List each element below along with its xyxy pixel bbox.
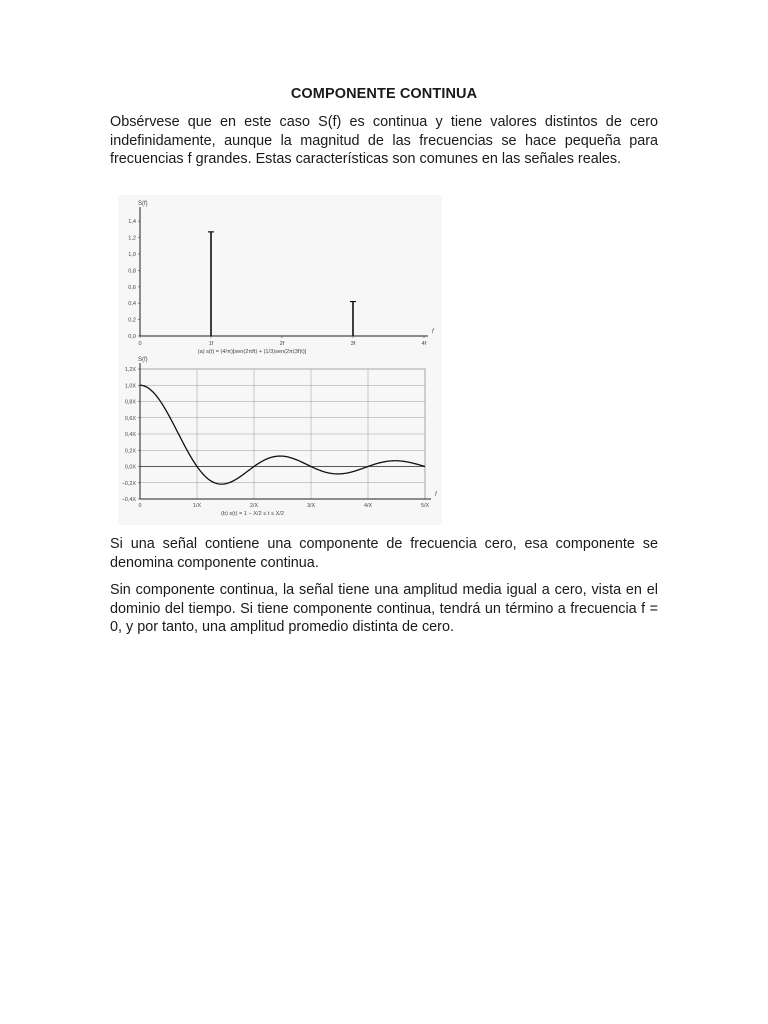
chart-a-y-tick-label: 0,0 <box>128 334 136 340</box>
scan-background <box>118 195 442 525</box>
spectrum-charts-svg <box>110 193 450 525</box>
chart-a-x-tick-label: 0 <box>138 341 142 347</box>
chart-b-caption: (b) s(t) = 1 − X/2 ≤ t ≤ X/2 <box>220 511 285 517</box>
chart-a-y-tick-label: 0,8 <box>128 268 136 275</box>
chart-b-x-tick-label: 1/X <box>192 503 202 509</box>
chart-a-y-tick-label: 0,4 <box>128 301 136 308</box>
chart-b-y-tick-label: −0,2X <box>121 480 136 487</box>
chart-b-x-tick-label: 0 <box>138 503 142 509</box>
chart-b-x-label: f <box>435 492 437 498</box>
chart-a-y-label: S(f) <box>138 201 148 207</box>
chart-a-y-tick-label: 1,4 <box>128 219 136 226</box>
definition-paragraph: Si una señal contiene una componente de frecuencia cero, esa componente se denomina componente continua. <box>110 536 658 571</box>
chart-b-x-tick-label: 5/X <box>420 503 430 509</box>
chart-a-x-tick-label: 3f <box>350 341 356 347</box>
chart-a-y-tick-label: 1,0 <box>128 252 136 258</box>
explanation-paragraph: Sin componente continua, la señal tiene una amplitud media igual a cero, vista en el dominio del tiempo. Si tiene componente continua, tendrá un término a frecuencia f = 0, y por tanto, una amplitud promedio distinta de cero. <box>110 582 658 636</box>
chart-a-x-tick-label: 1f <box>208 341 214 347</box>
chart-a-x-tick-label: 2f <box>279 341 285 347</box>
chart-a-x-label: f <box>432 329 434 335</box>
chart-a-y-tick-label: 0,6 <box>128 284 136 291</box>
chart-b-y-tick-label: −0,4X <box>121 497 136 503</box>
intro-paragraph: Obsérvese que en este caso S(f) es continua y tiene valores distintos de cero indefinidamente, aunque la magnitud de las frecuencias se hace pequeña para frecuencias f grandes. Estas características son comunes en las señales reales. <box>110 114 658 168</box>
chart-b-y-tick-label: 0,2X <box>124 448 136 455</box>
chart-b-x-tick-label: 4/X <box>363 503 373 509</box>
chart-b-y-tick-label: 0,0X <box>124 464 136 471</box>
spectrum-figure <box>110 193 450 525</box>
chart-a-x-tick-label: 4f <box>421 341 427 347</box>
chart-a-caption: (a) s(t) = (4/π)[sen(2πft) + (1/3)sen(2π(3f)t)] <box>197 349 307 355</box>
chart-b-x-tick-label: 2/X <box>249 503 259 509</box>
chart-b-y-tick-label: 0,4X <box>124 432 136 438</box>
chart-a-y-tick-label: 1,2 <box>128 235 136 242</box>
chart-b-y-label: S(f) <box>138 357 148 363</box>
page-title: COMPONENTE CONTINUA <box>290 86 478 102</box>
chart-b-y-tick-label: 1,0X <box>124 383 136 390</box>
chart-b-x-tick-label: 3/X <box>306 503 316 509</box>
chart-b-y-tick-label: 1,2X <box>124 367 136 373</box>
chart-b-y-tick-label: 0,8X <box>124 399 136 406</box>
chart-a-y-tick-label: 0,2 <box>128 317 136 324</box>
chart-b-y-tick-label: 0,6X <box>124 415 136 422</box>
